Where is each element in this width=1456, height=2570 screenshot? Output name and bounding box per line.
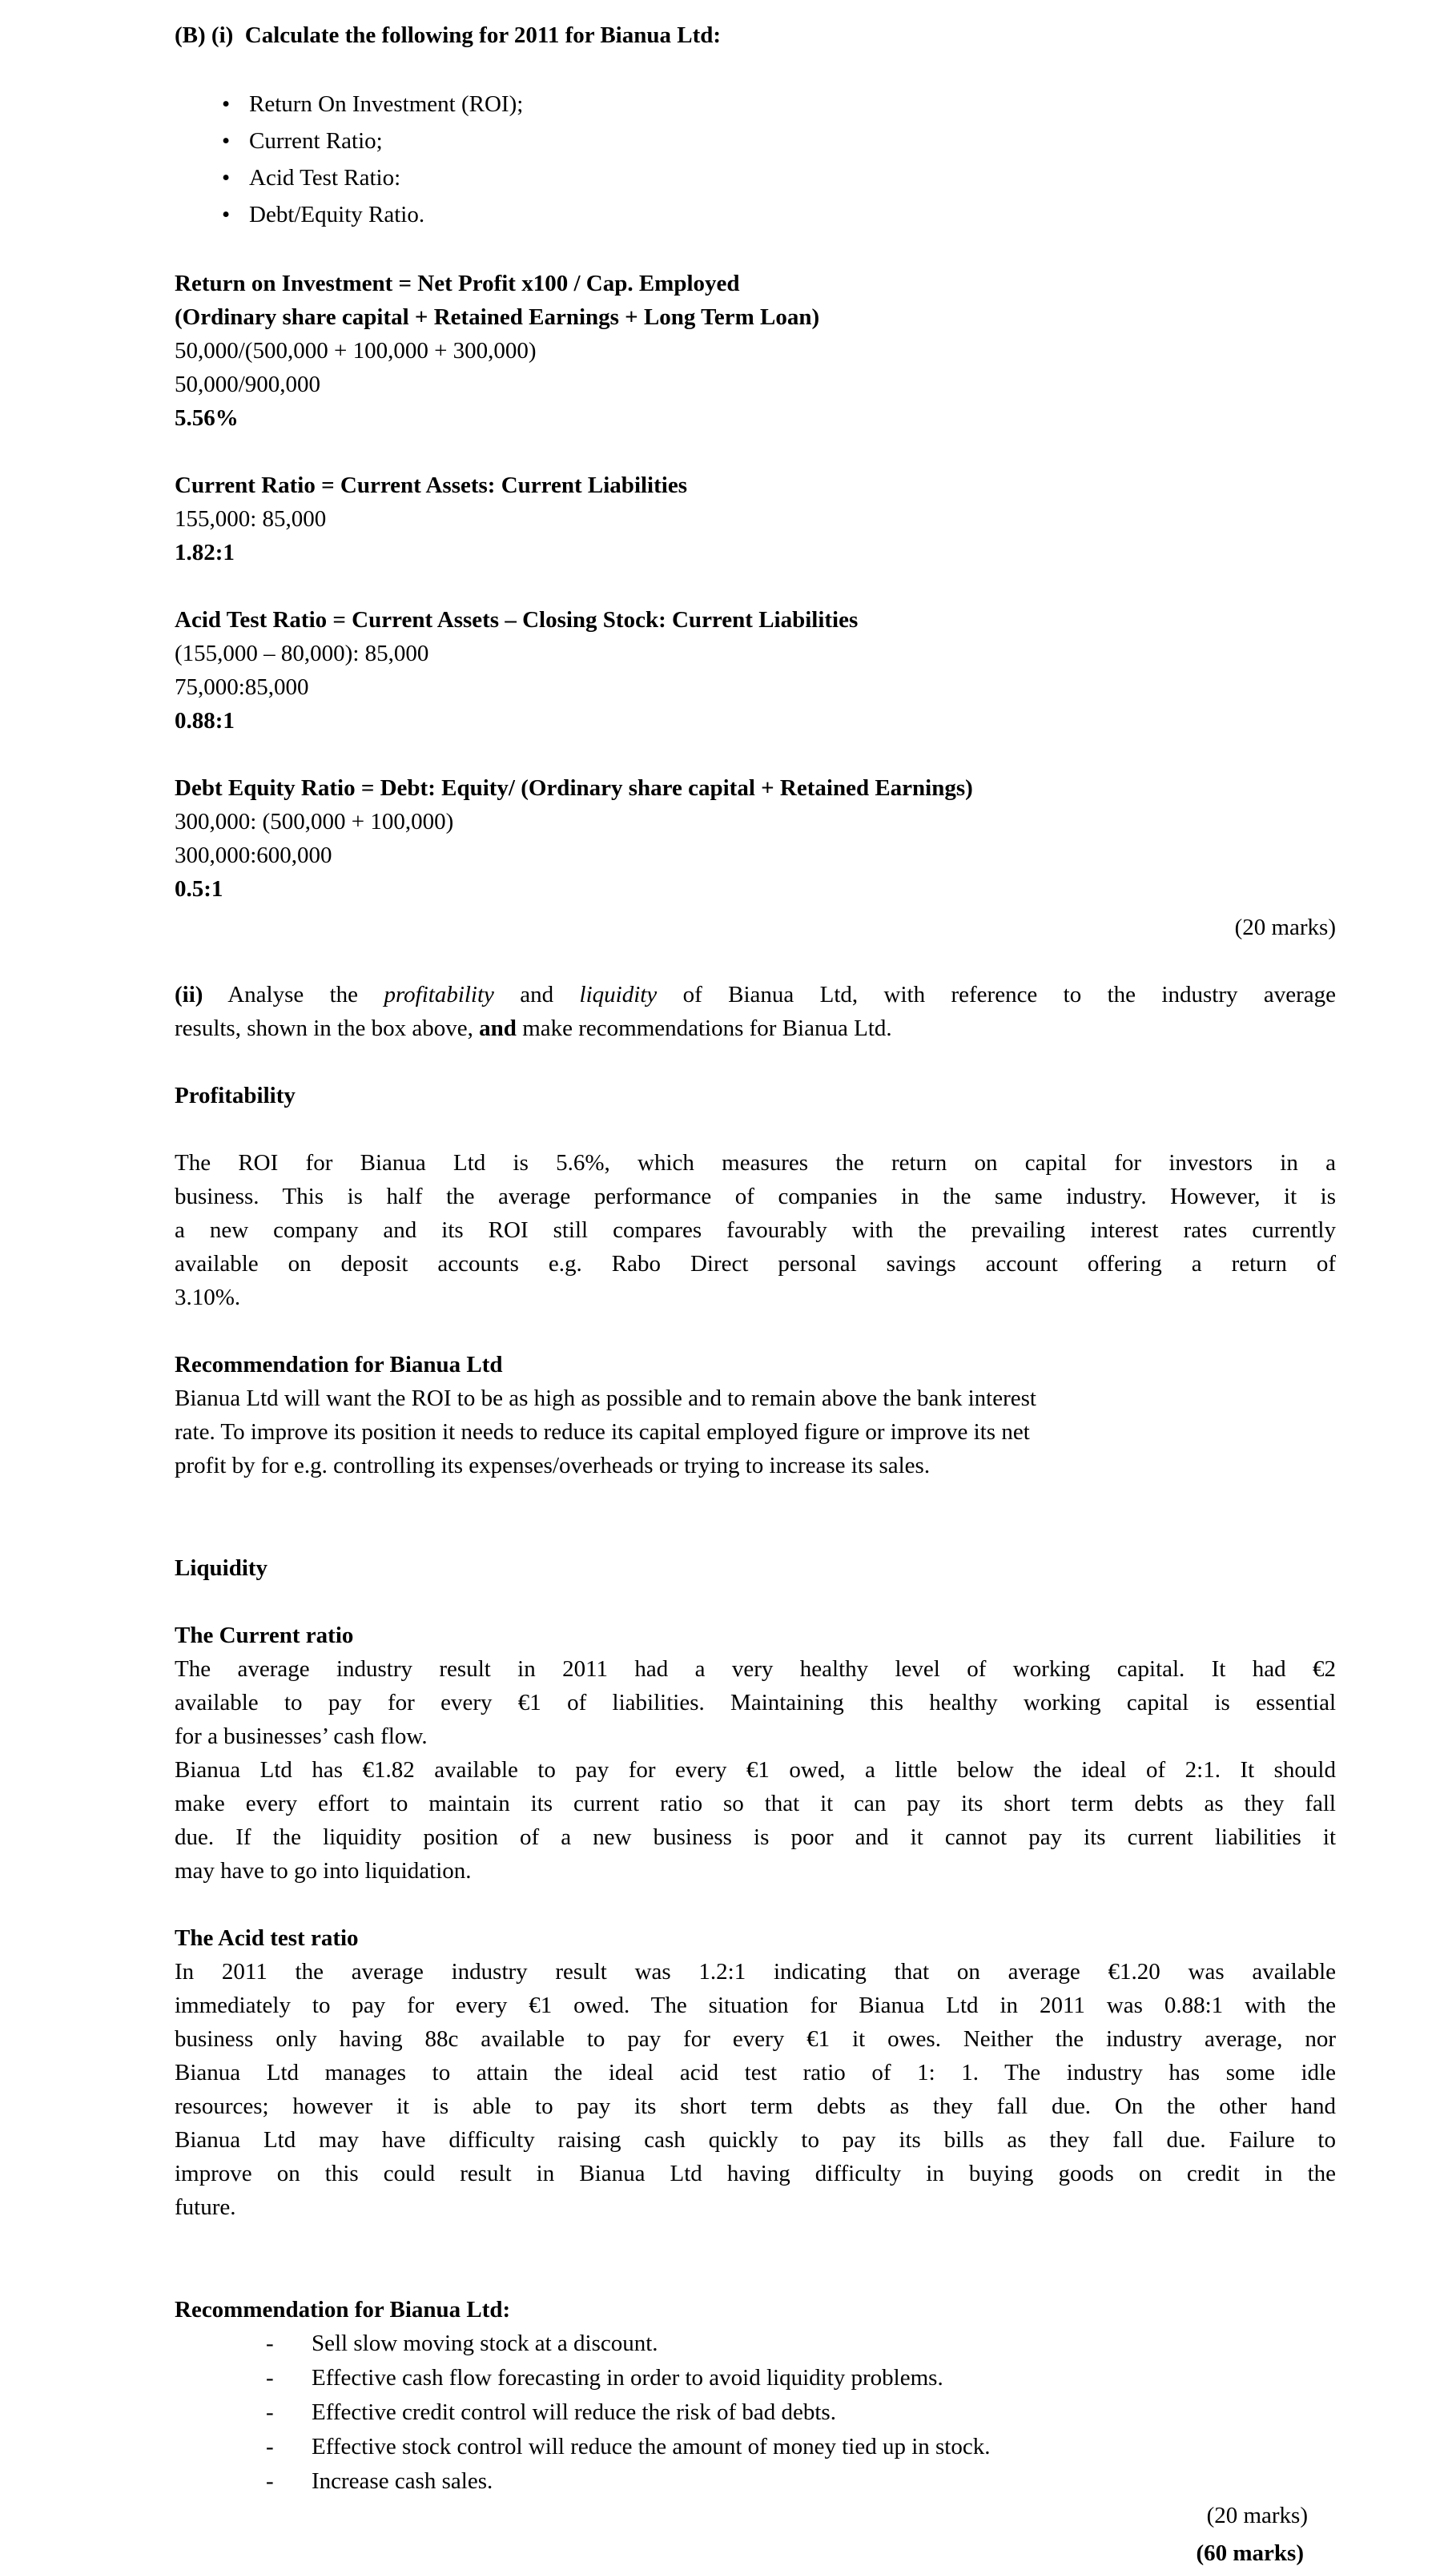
paragraph-line: future.	[175, 2194, 236, 2220]
bullet-icon: •	[222, 202, 231, 227]
working-line: 50,000/(500,000 + 100,000 + 300,000)	[175, 338, 537, 364]
question-b-ii-line: (ii) Analyse the profitability and liquidity of Bianua Ltd, with reference to the industry average	[175, 982, 1336, 1007]
paragraph-line: 3.10%.	[175, 1285, 241, 1310]
current-ratio-analysis-block	[175, 1619, 1336, 1888]
paragraph-line: immediately to pay for every €1 owed. The situation for Bianua Ltd in 2011 was 0.88:1 with the	[175, 1993, 1336, 2018]
paragraph-line: The ROI for Bianua Ltd is 5.6%, which measures the return on capital for investors in a	[175, 1150, 1336, 1176]
acid-test-analysis-block	[175, 1921, 1336, 2224]
working-line: (155,000 – 80,000): 85,000	[175, 641, 429, 666]
paragraph-line: a new company and its ROI still compares favourably with the prevailing interest rates currently	[175, 1217, 1336, 1243]
bullet-icon: •	[222, 128, 231, 154]
paragraph-line: profit by for e.g. controlling its expenses/overheads or trying to increase its sales.	[175, 1453, 931, 1478]
paragraph-line: available to pay for every €1 of liabilities. Maintaining this healthy working capital is essential	[175, 1690, 1336, 1715]
paragraph-line: due. If the liquidity position of a new business is poor and it cannot pay its current liabilities it	[175, 1824, 1336, 1850]
list-item	[175, 2361, 1336, 2395]
list-item-label: Effective cash flow forecasting in order to avoid liquidity problems.	[312, 2365, 943, 2391]
working-line: 75,000:85,000	[175, 674, 309, 700]
list-item	[175, 2395, 1336, 2430]
bullet-icon: •	[222, 165, 231, 191]
paragraph-line: may have to go into liquidation.	[175, 1858, 472, 1884]
list-item-label: Acid Test Ratio:	[249, 165, 401, 191]
list-item	[175, 196, 1336, 233]
list-item-label: Increase cash sales.	[312, 2468, 493, 2494]
dash-icon: -	[266, 2399, 274, 2425]
question-b-ii-line: results, shown in the box above, and make recommendations for Bianua Ltd.	[175, 1016, 892, 1041]
paragraph-line: rate. To improve its position it needs to reduce its capital employed figure or improve its net	[175, 1419, 1030, 1445]
result-line: 0.5:1	[175, 876, 223, 902]
formula-line: (Ordinary share capital + Retained Earnings + Long Term Loan)	[175, 304, 820, 330]
roi-recommendation-block	[175, 1348, 1336, 1482]
marks-total: (60 marks)	[1196, 2540, 1304, 2566]
debt-equity-calculation-block	[175, 771, 1336, 906]
dash-icon: -	[266, 2365, 274, 2391]
list-item-label: Sell slow moving stock at a discount.	[312, 2331, 658, 2356]
working-line: 300,000:600,000	[175, 843, 332, 868]
list-item-label: Effective stock control will reduce the amount of money tied up in stock.	[312, 2434, 991, 2459]
paragraph-line: make every effort to maintain its current ratio so that it can pay its short term debts as they fall	[175, 1791, 1336, 1816]
roi-recommendation-heading: Recommendation for Bianua Ltd	[175, 1352, 503, 1378]
marks-b-ii: (20 marks)	[1206, 2503, 1308, 2528]
paragraph-line: Bianua Ltd will want the ROI to be as high as possible and to remain above the bank interest	[175, 1386, 1036, 1411]
paragraph-line: available on deposit accounts e.g. Rabo Direct personal savings account offering a return of	[175, 1251, 1336, 1277]
paragraph-line: Bianua Ltd manages to attain the ideal acid test ratio of 1: 1. The industry has some idle	[175, 2060, 1336, 2085]
list-item	[175, 2464, 1336, 2499]
final-recommendation-block	[175, 2293, 1336, 2499]
roi-calculation-block	[175, 267, 1336, 435]
list-item-label: Effective credit control will reduce the risk of bad debts.	[312, 2399, 836, 2425]
final-recommendation-heading: Recommendation for Bianua Ltd:	[175, 2297, 511, 2323]
acid-test-heading: The Acid test ratio	[175, 1925, 359, 1951]
recommendations-list	[175, 2327, 1336, 2499]
paragraph-line: Bianua Ltd may have difficulty raising cash quickly to pay its bills as they fall due. Failure to	[175, 2127, 1336, 2153]
bullet-icon: •	[222, 91, 231, 117]
paragraph-line: Bianua Ltd has €1.82 available to pay for every €1 owed, a little below the ideal of 2:1. It should	[175, 1757, 1336, 1783]
formula-line: Return on Investment = Net Profit x100 / Cap. Employed	[175, 271, 740, 296]
liquidity-heading: Liquidity	[175, 1555, 268, 1581]
paragraph-line: business only having 88c available to pay for every €1 it owes. Neither the industry average, nor	[175, 2026, 1336, 2052]
list-item-label: Debt/Equity Ratio.	[249, 202, 425, 227]
current-ratio-calculation-block	[175, 469, 1336, 569]
working-line: 300,000: (500,000 + 100,000)	[175, 809, 454, 835]
working-line: 155,000: 85,000	[175, 506, 327, 532]
acid-test-calculation-block	[175, 603, 1336, 738]
result-line: 5.56%	[175, 405, 239, 431]
paragraph-line: In 2011 the average industry result was 1.2:1 indicating that on average €1.20 was available	[175, 1959, 1336, 1985]
list-item	[175, 159, 1336, 196]
list-item	[175, 2327, 1336, 2361]
paragraph-line: business. This is half the average performance of companies in the same industry. However, it is	[175, 1184, 1336, 1209]
result-line: 1.82:1	[175, 540, 235, 565]
ratios-list	[175, 86, 1336, 233]
dash-icon: -	[266, 2468, 274, 2494]
formula-line: Current Ratio = Current Assets: Current Liabilities	[175, 473, 687, 498]
result-line: 0.88:1	[175, 708, 235, 734]
dash-icon: -	[266, 2434, 274, 2459]
paragraph-line: improve on this could result in Bianua Ltd having difficulty in buying goods on credit in the	[175, 2161, 1336, 2186]
list-item	[175, 123, 1336, 159]
marks-b-i: (20 marks)	[1234, 915, 1336, 940]
list-item	[175, 2430, 1336, 2464]
paragraph-line: for a businesses’ cash flow.	[175, 1723, 428, 1749]
formula-line: Acid Test Ratio = Current Assets – Closing Stock: Current Liabilities	[175, 607, 859, 633]
paragraph-line: The average industry result in 2011 had a very healthy level of working capital. It had €2	[175, 1656, 1336, 1682]
paragraph-line: resources; however it is able to pay its short term debts as they fall due. On the other hand	[175, 2093, 1336, 2119]
current-ratio-heading: The Current ratio	[175, 1623, 354, 1648]
list-item-label: Return On Investment (ROI);	[249, 91, 524, 117]
working-line: 50,000/900,000	[175, 372, 321, 397]
question-b-i-heading: (B) (i) Calculate the following for 2011 for Bianua Ltd:	[175, 22, 722, 48]
profitability-heading: Profitability	[175, 1083, 296, 1108]
list-item-label: Current Ratio;	[249, 128, 383, 154]
list-item	[175, 86, 1336, 123]
formula-line: Debt Equity Ratio = Debt: Equity/ (Ordinary share capital + Retained Earnings)	[175, 775, 973, 801]
profitability-paragraph	[175, 1146, 1336, 1314]
dash-icon: -	[266, 2331, 274, 2356]
question-b-ii-text	[175, 978, 1336, 1045]
